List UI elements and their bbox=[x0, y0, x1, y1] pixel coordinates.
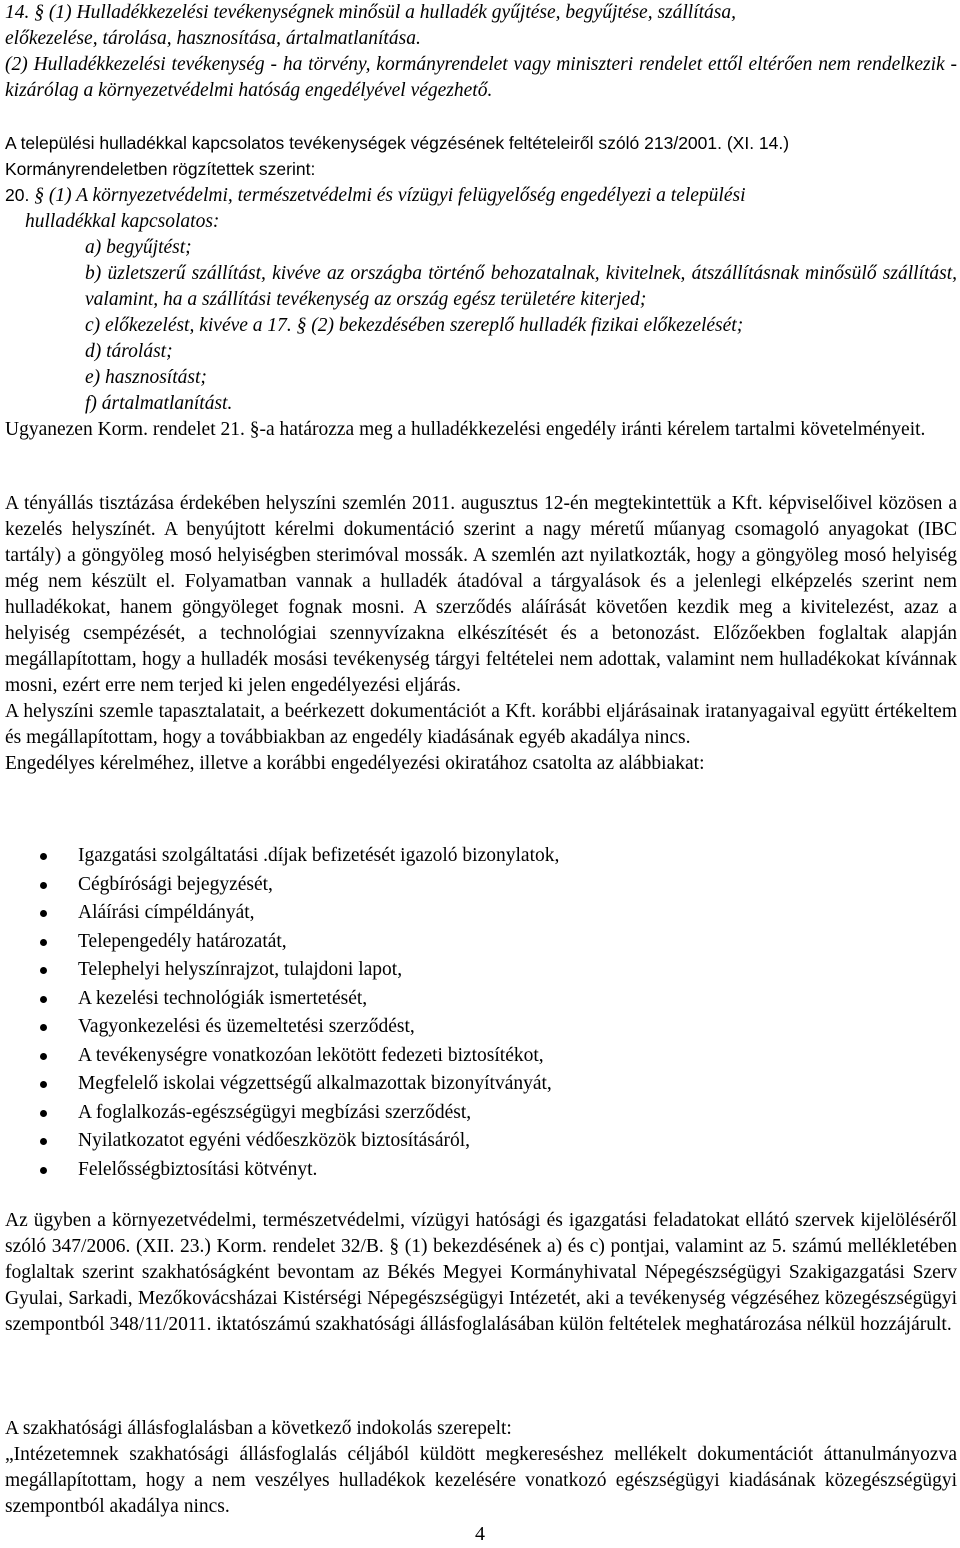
same-decree-paragraph: Ugyanezen Korm. rendelet 21. §-a határozza meg a hulladékkezelési engedély iránti kérelem tartalmi követelményeit. bbox=[5, 419, 926, 440]
opinion-quote: „Intézetemnek szakhatósági állásfoglalás céljából küldött megkereséshez mellékelt dokumentációt áttanulmányozva megállapítottam, hogy a nem veszélyes hulladékok kezelésére vonatkozó egészségügyi kiadásának közegészségügyi szempontból akadálya nincs. bbox=[5, 1444, 957, 1517]
section-20-item-c: c) előkezelést, kivéve a 17. § (2) bekezdésében szereplő hulladék fizikai előkezelését; bbox=[85, 315, 744, 336]
facts-paragraph-1: A tényállás tisztázása érdekében helyszíni szemlén 2011. augusztus 12-én megtekintettük a Kft. képviselőivel közösen a kezelés helyszínét. A benyújtott kérelmi dokumentáció szerint a nagy méretű műanyag csomagoló anyagokat (IBC tartály) a göngyöleg mosó helyiségben sterimóval mossák. A szemlén azt nyilatkozták, hogy a göngyöleg mosó helyiség még nem készült el. Folyamatban vannak a hulladék átadóval a tárgyalások és a jelenlegi elképzelés szerint nem hulladékokat, hanem göngyöleget fognak mosni. A szerződés aláírását követően kezdik meg a kivitelezést, azaz a helyiség csempézését, a technológiai szennyvízakna elkészítését és a betonozást. Előzőekben foglaltak alapján megállapítottam, hogy a hulladék mosási tevékenység tárgyi feltételei nem adottak, valamint nem hulladékokat kívánnak mosni, ezért erre nem terjed ki jelen engedélyezési eljárás. bbox=[5, 493, 957, 696]
attachments-intro: Engedélyes kérelméhez, illetve a korábbi engedélyezési okiratához csatolta az alábbiakat: bbox=[5, 753, 705, 774]
section-20-item-d: d) tárolást; bbox=[85, 341, 173, 362]
bullet-icon bbox=[40, 967, 47, 974]
list-item: A tevékenységre vonatkozóan lekötött fedezeti biztosítékot, bbox=[5, 1042, 957, 1071]
bullet-icon bbox=[40, 910, 47, 917]
attachments-list bbox=[5, 842, 957, 1184]
section-20-text: § (1) A környezetvédelmi, természetvédelmi és vízügyi felügyelőség engedélyezi a települési bbox=[34, 185, 746, 206]
facts bbox=[5, 491, 957, 777]
bullet-icon bbox=[40, 1053, 47, 1060]
bullet-icon bbox=[40, 1167, 47, 1174]
section-20 bbox=[5, 182, 957, 443]
section-14-line-1: 14. § (1) Hulladékkezelési tevékenységnek minősül a hulladék gyűjtése, begyűjtése, szállítása, bbox=[5, 2, 737, 23]
list-item: A foglalkozás-egészségügyi megbízási szerződést, bbox=[5, 1099, 957, 1128]
section-20-item-e: e) hasznosítást; bbox=[85, 367, 207, 388]
list-item: Cégbírósági bejegyzését, bbox=[5, 871, 957, 900]
section-14-paragraph-2: (2) Hulladékkezelési tevékenység - ha törvény, kormányrendelet vagy miniszteri rendelet ettől eltérően nem rendelkezik - kizárólag a környezetvédelmi hatóság engedélyével végezhető. bbox=[5, 54, 957, 101]
decree-intro-line-2: Kormányrendeletben rögzítettek szerint: bbox=[5, 159, 316, 179]
section-20-item-f: f) ártalmatlanítást. bbox=[85, 393, 233, 414]
section-20-number: 20. bbox=[5, 185, 30, 205]
bullet-icon bbox=[40, 882, 47, 889]
opinion bbox=[5, 1416, 957, 1520]
bullet-icon bbox=[40, 1110, 47, 1117]
list-item: Vagyonkezelési és üzemeltetési szerződést, bbox=[5, 1013, 957, 1042]
list-item: A kezelési technológiák ismertetését, bbox=[5, 985, 957, 1014]
list-item: Megfelelő iskolai végzettségű alkalmazottak bizonyítványát, bbox=[5, 1070, 957, 1099]
section-20-items bbox=[5, 235, 957, 417]
decree-intro bbox=[5, 130, 957, 182]
decree-intro-line-1: A települési hulladékkal kapcsolatos tevékenységek végzésének feltételeiről szóló 213/2001. (XI. 14.) bbox=[5, 133, 790, 153]
section-14-line-2: előkezelése, tárolása, hasznosítása, ártalmatlanítása. bbox=[5, 28, 421, 49]
list-item: Telepengedély határozatát, bbox=[5, 928, 957, 957]
section-20-item-a: a) begyűjtést; bbox=[85, 237, 192, 258]
opinion-intro: A szakhatósági állásfoglalásban a következő indokolás szerepelt: bbox=[5, 1418, 512, 1439]
facts-paragraph-2: A helyszíni szemle tapasztalatait, a beérkezett dokumentációt a Kft. korábbi eljárásainak iratanyagaival együtt értékeltem és megállapítottam, hogy a továbbiakban az engedély kiadásának egyéb akadálya nincs. bbox=[5, 701, 957, 748]
bullet-icon bbox=[40, 1024, 47, 1031]
page-number: 4 bbox=[475, 1523, 485, 1545]
bullet-icon bbox=[40, 853, 47, 860]
section-20-text-2: hulladékkal kapcsolatos: bbox=[25, 211, 220, 232]
list-item: Felelősségbiztosítási kötvényt. bbox=[5, 1156, 957, 1185]
bullet-icon bbox=[40, 996, 47, 1003]
section-20-item-b: b) üzletszerű szállítást, kivéve az országba történő behozatalnak, kivitelnek, átszállításnak minősülő szállítást, valamint, ha a szállítási tevékenység az ország egész területére kiterjed; bbox=[85, 263, 957, 310]
bullet-icon bbox=[40, 1138, 47, 1145]
authority-paragraph: Az ügyben a környezetvédelmi, természetvédelmi, vízügyi hatósági és igazgatási feladatokat ellátó szervek kijelöléséről szóló 347/2006. (XII. 23.) Korm. rendelet 32/B. § (1) bekezdésének a) és c) pontjai, valamint az 5. számú mellékletében foglaltak szerint szakhatóságként bevontam az Békés Megyei Kormányhivatal Népegészségügyi Szakigazgatási Szerv Gyulai, Sarkadi, Mezőkovácsházai Kistérségi Népegészségügyi Intézetét, aki a tevékenység végzéséhez közegészségügyi szempontból 348/11/2011. iktatószámú szakhatósági állásfoglalásában külön feltételek meghatározása nélkül hozzájárult. bbox=[5, 1210, 957, 1335]
section-14 bbox=[5, 0, 957, 104]
list-item: Telephelyi helyszínrajzot, tulajdoni lapot, bbox=[5, 956, 957, 985]
section-20-heading bbox=[5, 182, 957, 209]
bullet-icon bbox=[40, 939, 47, 946]
bullet-icon bbox=[40, 1081, 47, 1088]
list-item: Nyilatkozatot egyéni védőeszközök biztosításáról, bbox=[5, 1127, 957, 1156]
list-item: Aláírási címpéldányát, bbox=[5, 899, 957, 928]
list-item: Igazgatási szolgáltatási .díjak befizetését igazoló bizonylatok, bbox=[5, 842, 957, 871]
